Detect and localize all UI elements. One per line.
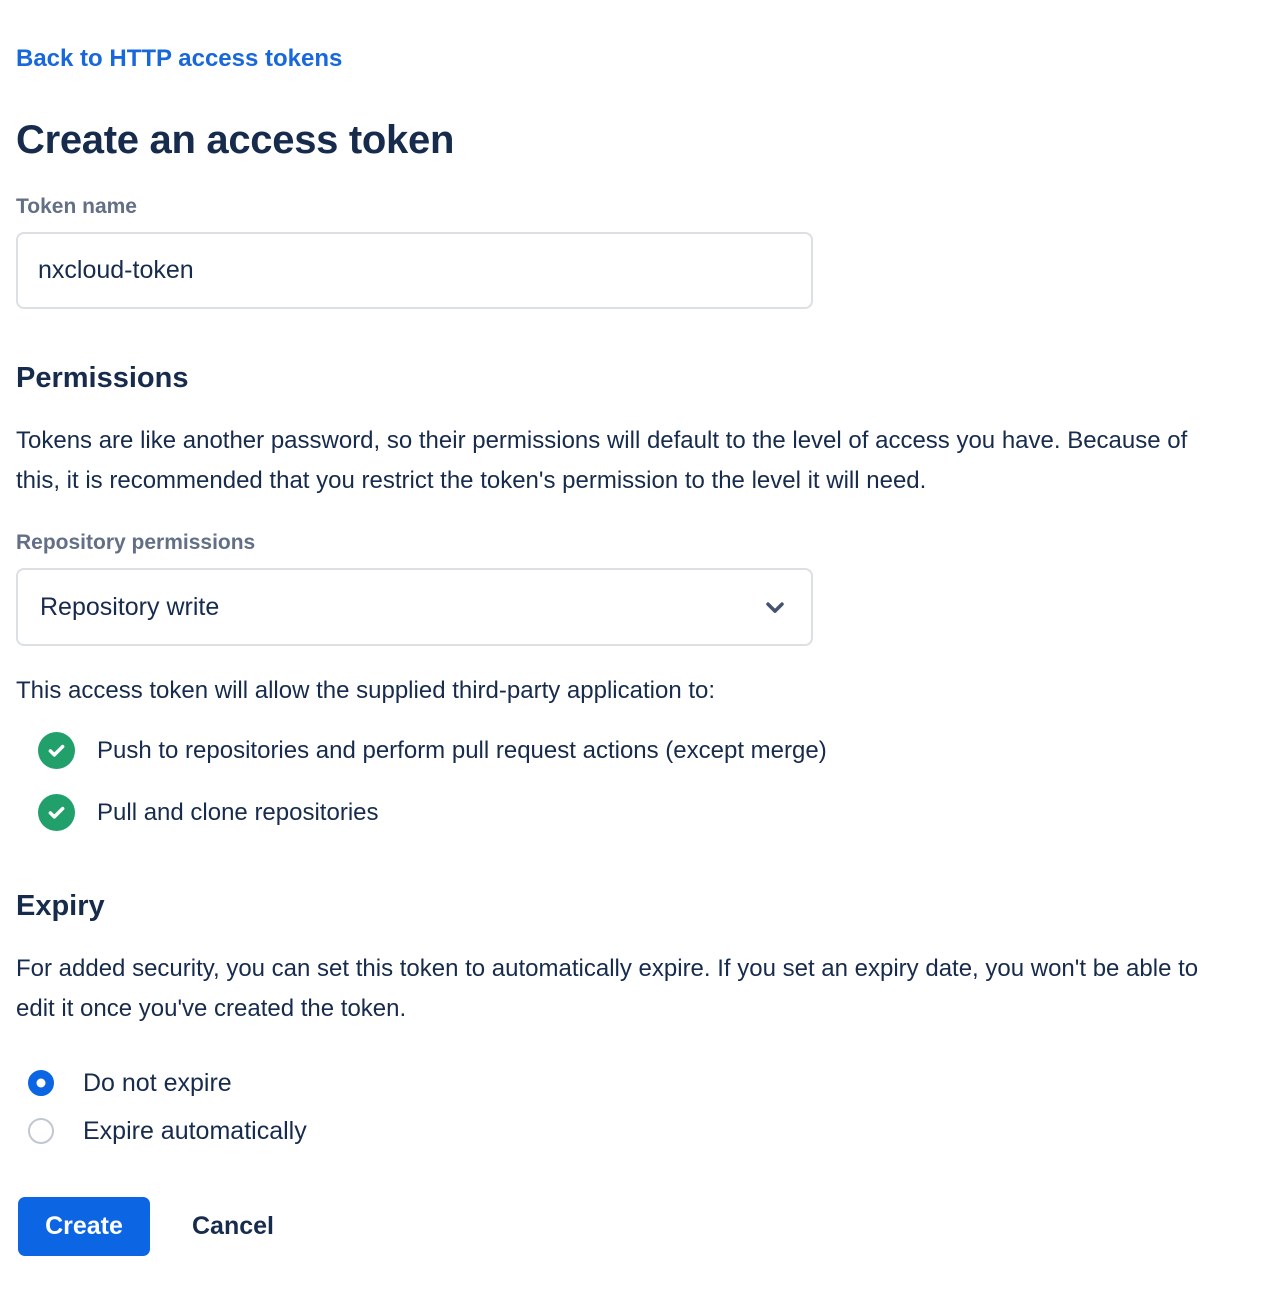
permissions-heading: Permissions <box>16 362 189 394</box>
permissions-description: Tokens are like another password, so their permissions will default to the level of access you have. Because of this, it is recommended that you restrict the token's permission to the level it will need. <box>16 427 1188 494</box>
token-name-label: Token name <box>16 195 137 218</box>
radio-expire-automatically[interactable] <box>16 1107 1258 1155</box>
check-circle-icon <box>38 732 75 769</box>
back-to-http-access-tokens-link[interactable]: Back to HTTP access tokens <box>16 45 343 72</box>
repository-permissions-selected-value: Repository write <box>40 592 220 621</box>
radio-button-icon <box>28 1118 54 1144</box>
create-button[interactable]: Create <box>18 1197 150 1256</box>
page-title: Create an access token <box>16 118 455 162</box>
capability-label: Pull and clone repositories <box>97 798 379 826</box>
expiry-radio-group <box>16 1059 1258 1155</box>
allow-intro-text: This access token will allow the supplied third-party application to: <box>16 677 716 704</box>
expiry-description: For added security, you can set this token to automatically expire. If you set an expiry date, you won't be able to edit it once you've created the token. <box>16 955 1199 1022</box>
capability-label: Push to repositories and perform pull request actions (except merge) <box>97 736 827 764</box>
radio-do-not-expire[interactable] <box>16 1059 1258 1107</box>
cancel-button[interactable]: Cancel <box>192 1212 274 1240</box>
form-actions <box>16 1197 1258 1256</box>
capability-list <box>16 732 1258 831</box>
chevron-down-icon <box>761 593 789 621</box>
check-circle-icon <box>38 794 75 831</box>
repository-permissions-select[interactable] <box>16 568 813 646</box>
token-name-input[interactable] <box>16 232 813 309</box>
capability-row-pull <box>16 794 1258 831</box>
radio-label: Expire automatically <box>83 1116 307 1145</box>
radio-label: Do not expire <box>83 1068 232 1097</box>
capability-row-push <box>16 732 1258 769</box>
expiry-heading: Expiry <box>16 890 105 922</box>
radio-button-icon <box>28 1070 54 1096</box>
repository-permissions-label: Repository permissions <box>16 531 256 554</box>
